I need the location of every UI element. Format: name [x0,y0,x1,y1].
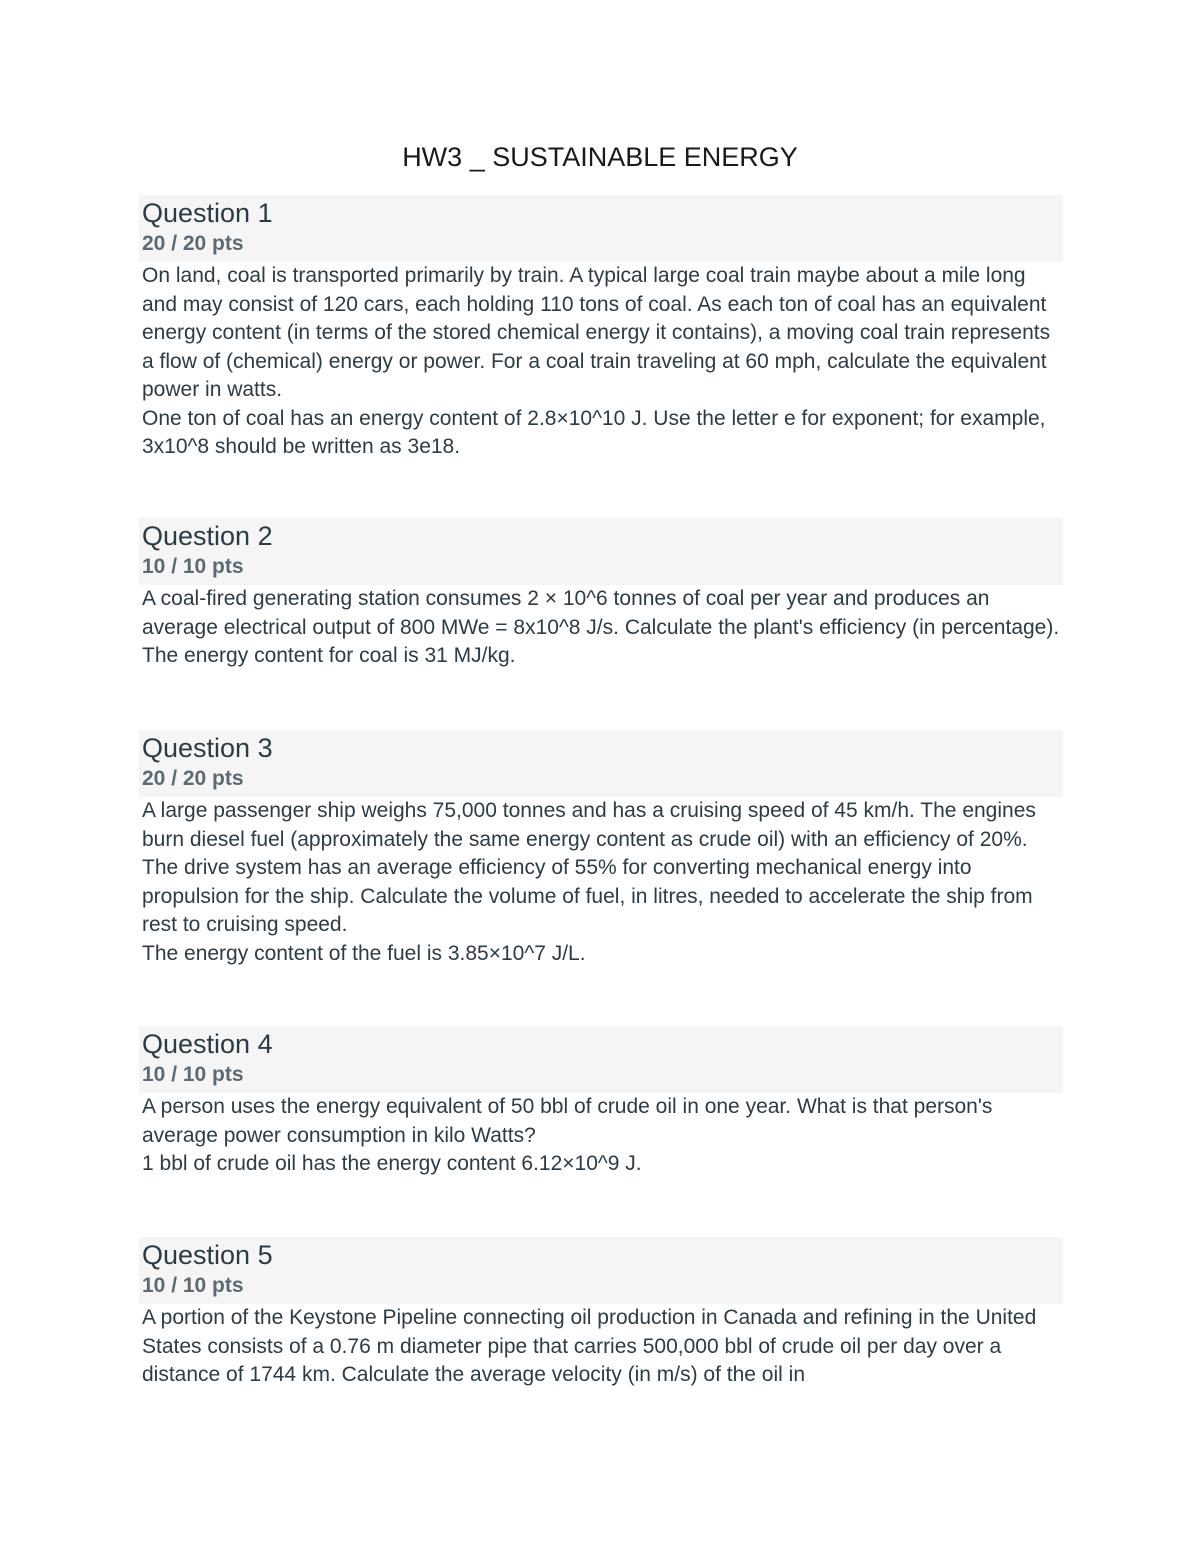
question-points: 10 / 10 pts [142,555,244,578]
question-points: 10 / 10 pts [142,1063,244,1086]
question-points: 20 / 20 pts [142,232,244,255]
question-text: A portion of the Keystone Pipeline connecting oil production in Canada and refining in the United States consists of a 0.76 m diameter pipe that carries 500,000 bbl of crude oil per day over a distance of 1744 km. Calculate the average velocity (in m/s) of the oil in [142,1306,1037,1386]
question-5 [139,1237,1063,1390]
document-title: HW3 _ SUSTAINABLE ENERGY [402,142,798,172]
question-title: Question 3 [142,733,273,763]
question-title: Question 1 [142,198,273,228]
question-text: 1 bbl of crude oil has the energy content 6.12×10^9 J. [142,1152,642,1175]
question-title: Question 2 [142,521,273,551]
question-body [139,797,1063,968]
question-body [139,262,1063,462]
question-text: A person uses the energy equivalent of 50 bbl of crude oil in one year. What is that person's average power consumption in kilo Watts? [142,1095,993,1147]
question-text: The energy content of the fuel is 3.85×10^7 J/L. [142,941,586,965]
question-text: One ton of coal has an energy content of 2.8×10^10 J. Use the letter e for exponent; for example, 3x10^8 should be written as 3e18. [142,406,1046,458]
question-title: Question 5 [142,1240,273,1270]
question-3 [139,730,1063,968]
question-title: Question 4 [142,1029,273,1059]
question-header [139,1237,1063,1304]
question-4 [139,1026,1063,1179]
question-header [139,730,1063,797]
question-header [139,518,1063,585]
question-text: A coal-fired generating station consumes 2 × 10^6 tonnes of coal per year and produces an average electrical output of 800 MWe = 8x10^8 J/s. Calculate the plant's efficiency (in percentage). The energy content for coal is 31 MJ/kg. [142,587,1060,667]
question-1 [139,195,1063,462]
question-header [139,195,1063,262]
question-points: 20 / 20 pts [142,767,244,790]
question-2 [139,518,1063,671]
question-body [139,1304,1063,1390]
question-text: A large passenger ship weighs 75,000 tonnes and has a cruising speed of 45 km/h. The engines burn diesel fuel (approximately the same energy content as crude oil) with an efficiency of 20%. The drive system has an average efficiency of 55% for converting mechanical energy into propulsion for the ship. Calculate the volume of fuel, in litres, needed to accelerate the ship from rest to cruising speed. [142,799,1036,936]
question-header [139,1026,1063,1093]
question-text: On land, coal is transported primarily by train. A typical large coal train maybe about a mile long and may consist of 120 cars, each holding 110 tons of coal. As each ton of coal has an equivalent energy content (in terms of the stored chemical energy it contains), a moving coal train represents a flow of (chemical) energy or power. For a coal train traveling at 60 mph, calculate the equivalent power in watts. [142,264,1051,401]
question-points: 10 / 10 pts [142,1274,244,1297]
question-body [139,1093,1063,1179]
question-body [139,585,1063,671]
